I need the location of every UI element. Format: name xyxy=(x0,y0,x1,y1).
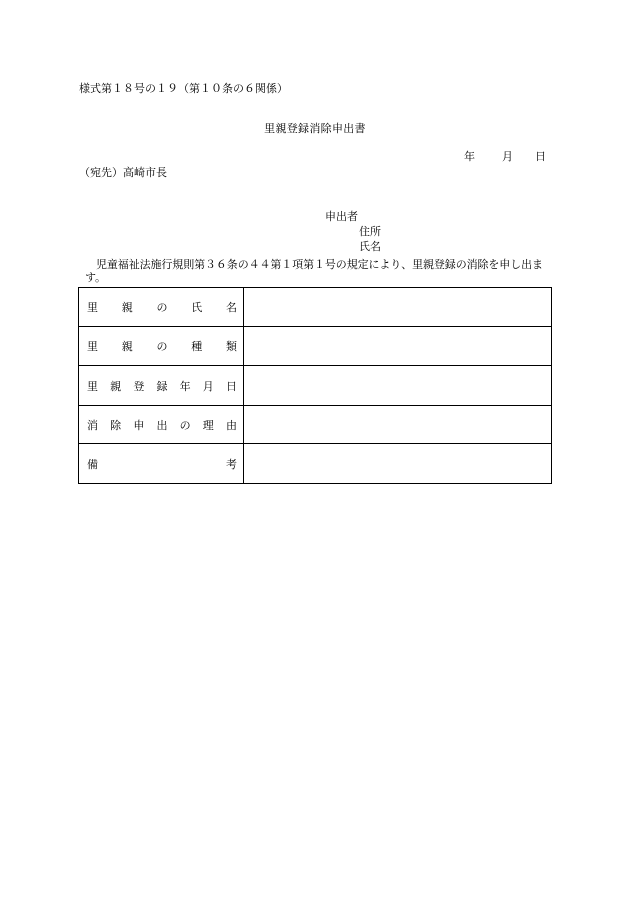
label-char: 名 xyxy=(226,301,237,314)
value-foster-parent-name[interactable] xyxy=(244,288,552,327)
date-year-label: 年 xyxy=(464,150,475,163)
info-table xyxy=(78,287,552,484)
applicant-label: 申出者 xyxy=(325,210,358,223)
value-removal-reason[interactable] xyxy=(244,406,552,444)
label-chars xyxy=(87,299,237,315)
label-char: 里 xyxy=(87,379,98,393)
row-label-foster-parent-name xyxy=(79,288,244,327)
table-row xyxy=(79,444,552,484)
row-label-remarks xyxy=(79,444,244,484)
label-char: 録 xyxy=(156,379,168,393)
label-char: 里 xyxy=(87,301,98,314)
label-char: の xyxy=(156,301,168,314)
document-title: 里親登録消除申出書 xyxy=(264,122,366,135)
label-char: 種 xyxy=(191,340,203,353)
row-label-removal-reason xyxy=(79,406,244,444)
label-char: の xyxy=(179,418,191,432)
date-line xyxy=(464,150,546,164)
table-row xyxy=(79,366,552,406)
table-row xyxy=(79,406,552,444)
label-char: 由 xyxy=(225,418,237,432)
label-chars xyxy=(87,378,237,394)
row-label-foster-parent-type xyxy=(79,327,244,366)
label-char: 親 xyxy=(121,301,133,314)
label-char: 月 xyxy=(202,379,214,393)
date-day-label: 日 xyxy=(535,150,546,163)
label-char: 氏 xyxy=(191,301,203,314)
label-char: 登 xyxy=(133,379,145,393)
value-registration-date[interactable] xyxy=(244,366,552,406)
table-row xyxy=(79,327,552,366)
label-char: 備 xyxy=(87,457,98,471)
label-chars xyxy=(87,417,237,433)
label-chars xyxy=(87,338,237,354)
name-label: 氏名 xyxy=(359,240,381,253)
label-char: 親 xyxy=(110,379,122,393)
label-char: 年 xyxy=(179,379,191,393)
label-char: 申 xyxy=(133,418,145,432)
value-foster-parent-type[interactable] xyxy=(244,327,552,366)
table-row xyxy=(79,288,552,327)
label-char: 除 xyxy=(110,418,122,432)
form-number: 様式第１８号の１９（第１０条の６関係） xyxy=(79,82,288,95)
addressee: （宛先）高崎市長 xyxy=(79,166,167,179)
label-char: 親 xyxy=(121,340,133,353)
label-char: 出 xyxy=(156,418,168,432)
label-char: の xyxy=(156,340,168,353)
body-text: 児童福祉法施行規則第３６条の４４第１項第１号の規定により、里親登録の消除を申し出ます。 xyxy=(85,258,543,284)
label-char: 理 xyxy=(202,418,214,432)
label-char: 里 xyxy=(87,340,98,353)
label-char: 消 xyxy=(87,418,98,432)
address-label: 住所 xyxy=(359,225,381,238)
label-char: 類 xyxy=(226,340,237,353)
label-char: 日 xyxy=(225,379,237,393)
label-chars xyxy=(87,456,237,472)
label-char: 考 xyxy=(226,457,237,471)
date-month-label: 月 xyxy=(502,150,513,163)
value-remarks[interactable] xyxy=(244,444,552,484)
row-label-registration-date xyxy=(79,366,244,406)
